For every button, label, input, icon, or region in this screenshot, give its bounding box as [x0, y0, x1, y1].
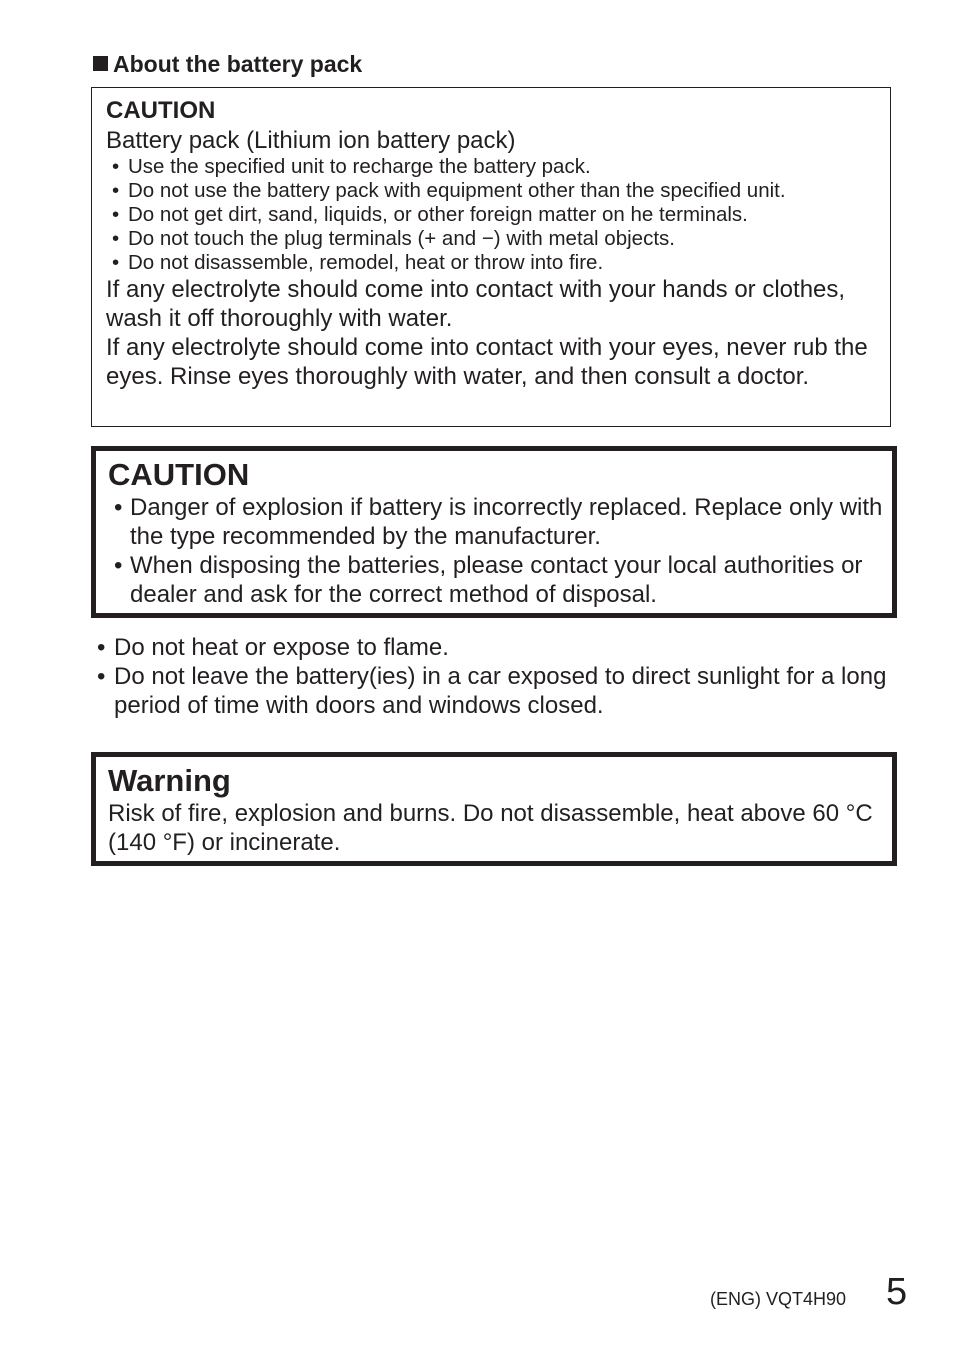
caution-title: CAUTION — [106, 97, 216, 124]
warning-title: Warning — [108, 763, 231, 798]
warning-body: Risk of fire, explosion and burns. Do not disassemble, heat above 60 °C (140 °F) or incinerate. — [108, 800, 873, 856]
list-item: • Danger of explosion if battery is incorrectly replaced. Replace only with the type recommended by the manufacturer. — [108, 493, 892, 551]
list-item: • Do not leave the battery(ies) in a car exposed to direct sunlight for a long period of time with doors and windows closed. — [96, 662, 896, 720]
caution-subtitle: Battery pack (Lithium ion battery pack) — [106, 127, 516, 154]
page-number: 5 — [886, 1271, 908, 1313]
caution-title: CAUTION — [108, 457, 250, 492]
warning-box — [91, 752, 897, 866]
caution-list — [108, 493, 892, 609]
electrolyte-eyes-paragraph: If any electrolyte should come into contact with your eyes, never rub the eyes. Rinse eyes thoroughly with water, and then consult a doctor. — [106, 334, 868, 390]
section-heading — [93, 50, 362, 78]
electrolyte-hands-paragraph: If any electrolyte should come into contact with your hands or clothes, wash it off thoroughly with water. — [106, 276, 846, 332]
notes-list — [96, 633, 896, 720]
replacement-caution-box — [91, 446, 897, 618]
list-item: • Use the specified unit to recharge the battery pack. — [106, 155, 890, 179]
battery-caution-box — [91, 87, 891, 427]
list-item: • Do not use the battery pack with equipment other than the specified unit. — [106, 179, 890, 203]
section-heading-text: About the battery pack — [113, 51, 363, 77]
caution-list — [106, 155, 890, 275]
list-item: • Do not disassemble, remodel, heat or throw into fire. — [106, 251, 890, 275]
list-item: • When disposing the batteries, please contact your local authorities or dealer and ask for the correct method of disposal. — [108, 551, 892, 609]
list-item: • Do not touch the plug terminals (+ and −) with metal objects. — [106, 227, 890, 251]
square-bullet-icon — [93, 56, 108, 71]
list-item: • Do not heat or expose to flame. — [96, 633, 896, 662]
document-code: (ENG) VQT4H90 — [710, 1289, 847, 1309]
list-item: • Do not get dirt, sand, liquids, or other foreign matter on he terminals. — [106, 203, 890, 227]
